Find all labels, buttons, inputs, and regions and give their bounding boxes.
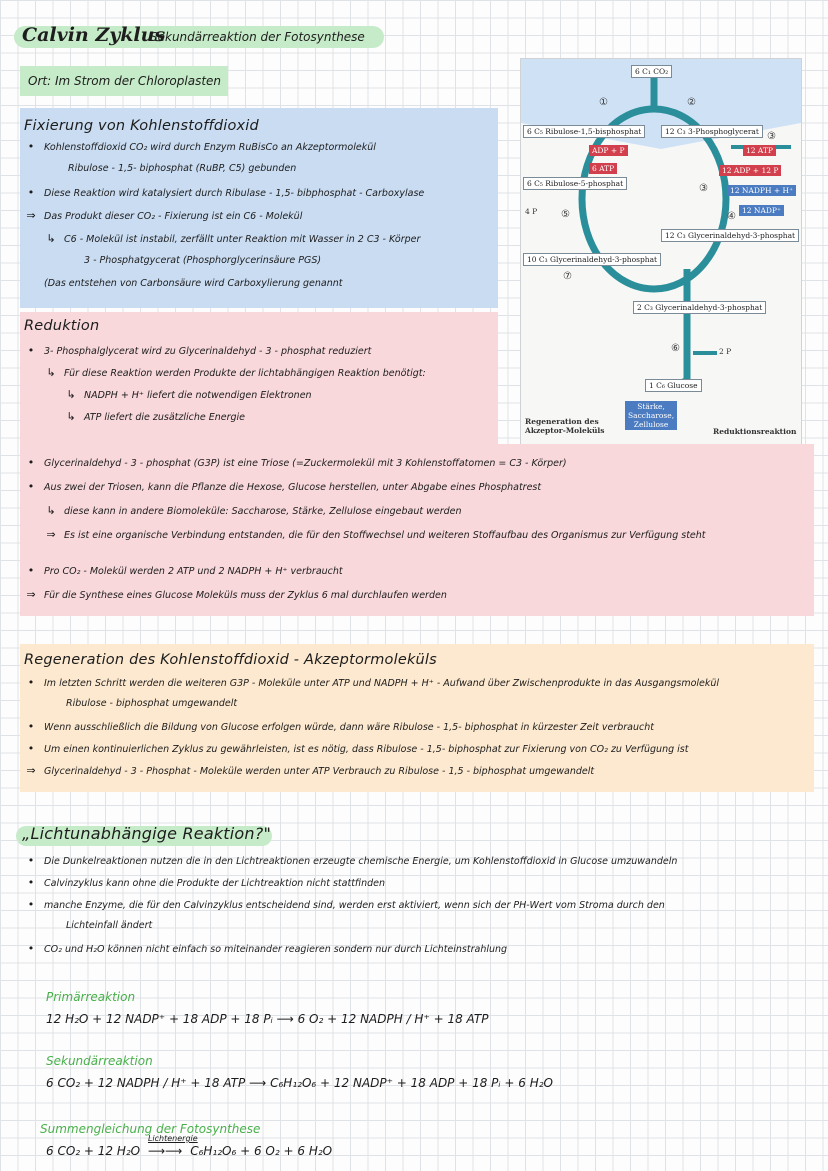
summe-arrow: ⟶⟶	[147, 1144, 183, 1158]
line-marker: •	[27, 456, 35, 469]
sekundaer-arrow: ⟶	[249, 1076, 271, 1090]
page-title: Calvin Zyklus	[22, 24, 166, 46]
fig-ru5p: 6 C₅ Ribulose-5-phosphat	[523, 177, 627, 190]
line-marker: ↳	[66, 410, 76, 423]
fig-step-7: ⑦	[563, 271, 572, 282]
text-line	[24, 209, 302, 222]
fig-product-2: Saccharose,	[628, 411, 675, 420]
sekundaer-equation	[46, 1076, 553, 1090]
line-text: Um einen kontinuierlichen Zyklus zu gewährleisten, ist es nötig, dass Ribulose - 1,5- biphosphat zur Fixierung von CO₂ zu Verfügung ist	[44, 744, 689, 755]
fig-step-3: ③	[767, 131, 776, 142]
fig-product-1: Stärke,	[637, 402, 665, 411]
fig-step-6: ⑥	[671, 343, 680, 354]
fig-g3p10: 10 C₃ Glycerinaldehyd-3-phosphat	[523, 253, 661, 266]
line-marker: ⇒	[26, 764, 36, 777]
line-text: Lichteinfall ändert	[66, 920, 153, 931]
line-marker: •	[27, 720, 35, 733]
fig-pga: 12 C₃ 3-Phosphoglycerat	[661, 125, 763, 138]
line-marker: ⇒	[46, 528, 56, 541]
text-line	[24, 480, 541, 493]
fig-atp6: 6 ATP	[589, 163, 617, 174]
line-marker: ↳	[66, 388, 76, 401]
sekundaer-label: Sekundärreaktion	[46, 1054, 153, 1068]
fig-co2: 6 C₁ CO₂	[631, 65, 672, 78]
line-marker: •	[27, 186, 35, 199]
fig-products	[625, 401, 677, 430]
line-text: Calvinzyklus kann ohne die Produkte der Lichtreaktion nicht stattfinden	[44, 878, 385, 889]
line-marker: •	[27, 876, 35, 889]
text-line	[24, 676, 719, 689]
line-marker: ↳	[46, 232, 56, 245]
fig-p4: 4 P	[525, 207, 538, 216]
line-text: Diese Reaktion wird katalysiert durch Ribulase - 1,5- bibphosphat - Carboxylase	[44, 188, 425, 199]
line-text: Ribulose - 1,5- biphosphat (RuBP, C5) gebunden	[68, 163, 297, 174]
line-text: ATP liefert die zusätzliche Energie	[84, 412, 246, 423]
line-marker: •	[27, 140, 35, 153]
text-line	[24, 456, 567, 469]
text-line	[24, 564, 343, 577]
fig-adp-p: ADP + P	[589, 145, 628, 156]
summe-arrow-wrap	[144, 1134, 198, 1158]
summe-left: 6 CO₂ + 12 H₂O	[46, 1144, 141, 1158]
line-marker: •	[27, 898, 35, 911]
fig-step-4: ④	[727, 211, 736, 222]
fig-atp12: 12 ATP	[743, 145, 776, 156]
line-marker: ↳	[46, 366, 56, 379]
text-line	[24, 742, 688, 755]
summe-equation	[46, 1134, 333, 1158]
fig-regen-label-1: Regeneration des	[525, 417, 599, 426]
primaer-label: Primärreaktion	[46, 990, 136, 1004]
primaer-right: 6 O₂ + 12 NADPH / H⁺ + 18 ATP	[297, 1012, 489, 1026]
line-marker: •	[27, 942, 35, 955]
line-text: Kohlenstoffdioxid CO₂ wird durch Enzym RuBisCo an Akzeptormolekül	[44, 142, 376, 153]
fixierung-heading: Fixierung von Kohlenstoffdioxid	[24, 118, 259, 134]
line-marker: •	[27, 742, 35, 755]
text-line	[24, 764, 594, 777]
line-text: (Das entstehen von Carbonsäure wird Carboxylierung genannt	[44, 278, 343, 289]
text-line	[24, 854, 677, 867]
fig-g3p12: 12 C₃ Glycerinaldehyd-3-phosphat	[661, 229, 799, 242]
fig-product-3: Zellulose	[633, 420, 669, 429]
text-line	[44, 366, 426, 379]
line-marker: •	[27, 564, 35, 577]
text-line	[44, 504, 462, 517]
text-line	[24, 720, 654, 733]
line-marker: ⇒	[26, 588, 36, 601]
line-text: Glycerinaldehyd - 3 - Phosphat - Moleküle werden unter ATP Verbrauch zu Ribulose - 1,5 - biphosphat umgewandelt	[44, 766, 595, 777]
text-line	[24, 942, 507, 955]
summe-right: C₆H₁₂O₆ + 6 O₂ + 6 H₂O	[190, 1144, 333, 1158]
text-line	[44, 232, 420, 245]
line-text: Für diese Reaktion werden Produkte der lichtabhängigen Reaktion benötigt:	[64, 368, 426, 379]
fig-step-5: ⑤	[561, 209, 570, 220]
fig-p2: 2 P	[719, 347, 732, 356]
text-line	[24, 588, 447, 601]
fig-rubp: 6 C₅ Ribulose-1,5-bisphosphat	[523, 125, 645, 138]
text-line	[48, 163, 296, 174]
line-text: 3 - Phosphatgycerat (Phosphorglycerinsäure PGS)	[84, 255, 322, 266]
fig-g3p2: 2 C₃ Glycerinaldehyd-3-phosphat	[633, 301, 766, 314]
sekundaer-right: C₆H₁₂O₆ + 12 NADP⁺ + 18 ADP + 18 Pᵢ + 6 H₂O	[270, 1076, 553, 1090]
line-marker: ⇒	[26, 209, 36, 222]
text-line	[64, 255, 321, 266]
text-line	[46, 698, 237, 709]
summe-arrow-label: Lichtenergie	[147, 1134, 198, 1143]
line-marker: •	[27, 854, 35, 867]
fig-regen-label	[525, 417, 604, 435]
line-text: Das Produkt dieser CO₂ - Fixierung ist ein C6 - Molekül	[44, 211, 303, 222]
primaer-equation	[46, 1012, 488, 1026]
line-text: Für die Synthese eines Glucose Moleküls muss der Zyklus 6 mal durchlaufen werden	[44, 590, 447, 601]
line-text: Die Dunkelreaktionen nutzen die in den Lichtreaktionen erzeugte chemische Energie, um Kohlenstoffdioxid in Glucose umzuwandeln	[44, 856, 678, 867]
calvin-cycle-figure	[520, 58, 802, 446]
licht-heading: „Lichtunabhängige Reaktion?"	[22, 824, 272, 843]
line-marker: •	[27, 676, 35, 689]
line-text: Ribulose - biphosphat umgewandelt	[66, 698, 238, 709]
line-text: Im letzten Schritt werden die weiteren G3P - Moleküle unter ATP und NADPH + H⁺ - Aufwand über Zwischenprodukte in das Ausgangsmolekül	[44, 678, 720, 689]
fig-nadph: 12 NADPH + H⁺	[727, 185, 796, 196]
line-text: CO₂ und H₂O können nicht einfach so miteinander reagieren sondern nur durch Lichteinstrahlung	[44, 944, 508, 955]
line-text: NADPH + H⁺ liefert die notwendigen Elektronen	[84, 390, 312, 401]
text-line	[24, 344, 371, 357]
line-text: Wenn ausschließlich die Bildung von Glucose erfolgen würde, dann wäre Ribulose - 1,5- biphosphat in kürzester Zeit verbraucht	[44, 722, 654, 733]
line-text: diese kann in andere Biomoleküle: Saccharose, Stärke, Zellulose eingebaut werden	[64, 506, 462, 517]
fig-glucose: 1 C₆ Glucose	[645, 379, 702, 392]
fig-step-3b: ③	[699, 183, 708, 194]
fig-step-1: ①	[599, 97, 608, 108]
primaer-left: 12 H₂O + 12 NADP⁺ + 18 ADP + 18 Pᵢ	[46, 1012, 273, 1026]
location-label: Ort: Im Strom der Chloroplasten	[28, 74, 222, 88]
sekundaer-left: 6 CO₂ + 12 NADPH / H⁺ + 18 ATP	[46, 1076, 246, 1090]
regeneration-heading: Regeneration des Kohlenstoffdioxid - Akzeptormoleküls	[24, 652, 437, 668]
line-marker: •	[27, 480, 35, 493]
line-text: Glycerinaldehyd - 3 - phosphat (G3P) ist eine Triose (=Zuckermolekül mit 3 Kohlenstoffatomen = C3 - Körper)	[44, 458, 567, 469]
fig-nadp: 12 NADP⁺	[739, 205, 784, 216]
text-line	[64, 388, 312, 401]
page-subtitle: Sekundärreaktion der Fotosynthese	[150, 30, 365, 44]
line-text: 3- Phosphalglycerat wird zu Glycerinaldehyd - 3 - phosphat reduziert	[44, 346, 372, 357]
text-line	[24, 278, 343, 289]
text-line	[24, 876, 385, 889]
fig-adp12: 12 ADP + 12 P	[719, 165, 781, 176]
text-line	[24, 898, 665, 911]
fig-regen-label-2: Akzeptor-Moleküls	[525, 426, 605, 435]
line-text: C6 - Molekül ist instabil, zerfällt unter Reaktion mit Wasser in 2 C3 - Körper	[64, 234, 421, 245]
text-line	[44, 528, 706, 541]
line-marker: ↳	[46, 504, 56, 517]
line-marker: •	[27, 344, 35, 357]
reduktion-heading: Reduktion	[24, 318, 100, 334]
summe-label: Summengleichung der Fotosynthese	[40, 1122, 261, 1136]
line-text: Aus zwei der Triosen, kann die Pflanze die Hexose, Glucose herstellen, unter Abgabe eines Phosphatrest	[44, 482, 542, 493]
fig-red-label: Reduktionsreaktion	[713, 427, 797, 436]
text-line	[24, 140, 376, 153]
line-text: Es ist eine organische Verbindung entstanden, die für den Stoffwechsel und weiteren Stoffaufbau des Organismus zur Verfügung steht	[64, 530, 706, 541]
primaer-arrow: ⟶	[276, 1012, 298, 1026]
text-line	[24, 186, 424, 199]
text-line	[46, 920, 152, 931]
text-line	[64, 410, 245, 423]
fig-step-2: ②	[687, 97, 696, 108]
line-text: Pro CO₂ - Molekül werden 2 ATP und 2 NADPH + H⁺ verbraucht	[44, 566, 343, 577]
line-text: manche Enzyme, die für den Calvinzyklus entscheidend sind, werden erst aktiviert, wenn sich der PH-Wert vom Stroma durch den	[44, 900, 665, 911]
